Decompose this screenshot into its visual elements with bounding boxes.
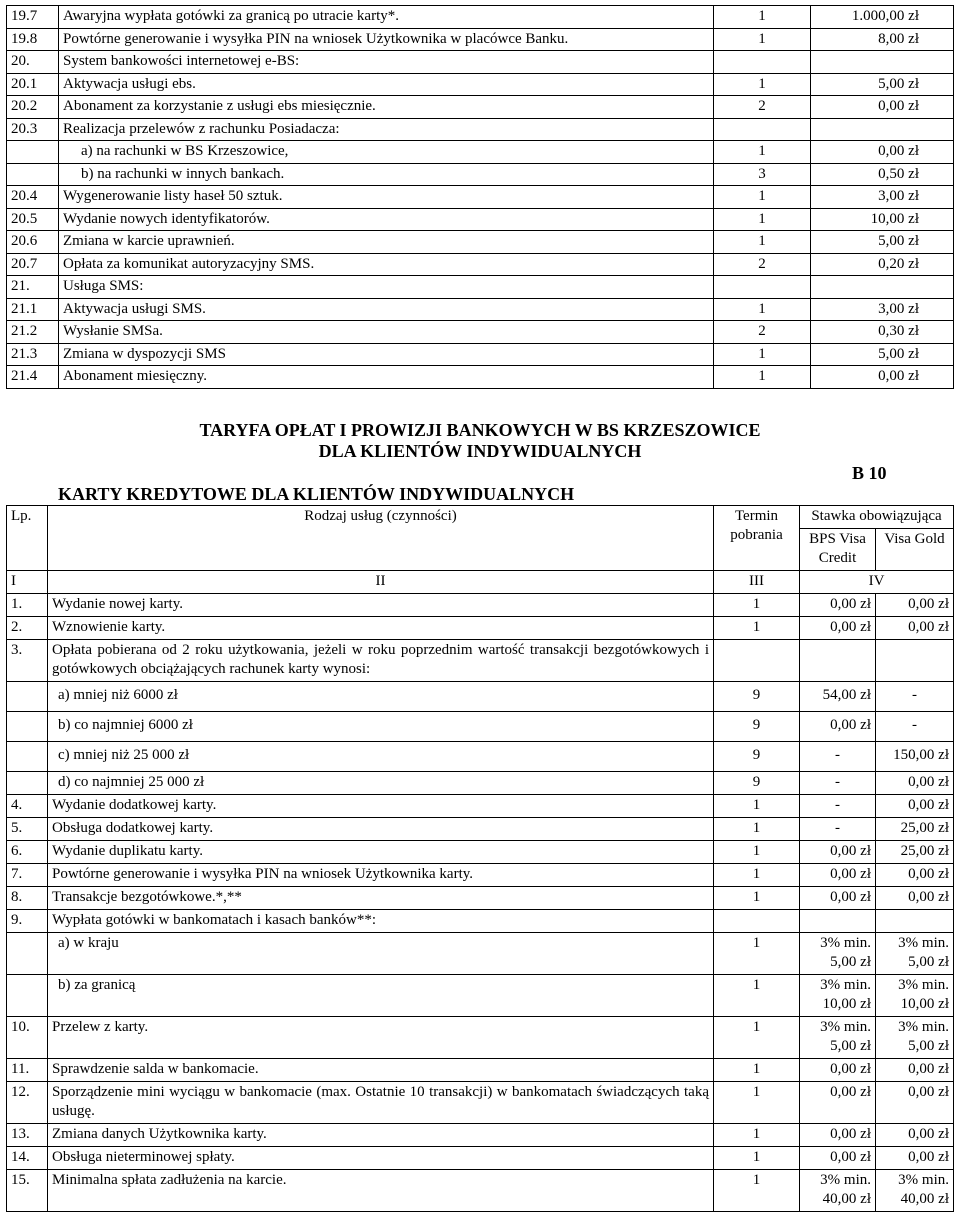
row-number: 20.7 bbox=[7, 253, 59, 276]
table-row bbox=[7, 617, 954, 640]
row-gold-fee: - bbox=[876, 682, 954, 712]
row-desc: Opłata za komunikat autoryzacyjny SMS. bbox=[59, 253, 714, 276]
row-number: 21. bbox=[7, 276, 59, 299]
table-subrow bbox=[7, 933, 954, 975]
row-number bbox=[7, 163, 59, 186]
row-amount: 1.000,00 zł bbox=[811, 6, 954, 29]
row-lp: 6. bbox=[7, 841, 48, 864]
table-row bbox=[7, 594, 954, 617]
row-desc: c) mniej niż 25 000 zł bbox=[48, 742, 714, 772]
table-subrow bbox=[7, 742, 954, 772]
row-desc: Zmiana danych Użytkownika karty. bbox=[48, 1124, 714, 1147]
row-desc: Obsługa nieterminowej spłaty. bbox=[48, 1147, 714, 1170]
row-credit-fee: 0,00 zł bbox=[800, 864, 876, 887]
row-credit-fee: 0,00 zł bbox=[800, 841, 876, 864]
table-row bbox=[7, 208, 954, 231]
row-term: 1 bbox=[714, 1017, 800, 1059]
row-credit-fee bbox=[800, 910, 876, 933]
row-count: 1 bbox=[714, 141, 811, 164]
row-desc: Transakcje bezgotówkowe.*,** bbox=[48, 887, 714, 910]
row-count: 1 bbox=[714, 298, 811, 321]
row-lp: 14. bbox=[7, 1147, 48, 1170]
row-amount: 0,30 zł bbox=[811, 321, 954, 344]
row-amount: 0,50 zł bbox=[811, 163, 954, 186]
row-amount: 5,00 zł bbox=[811, 343, 954, 366]
row-gold-fee: - bbox=[876, 712, 954, 742]
row-lp: 3. bbox=[7, 640, 48, 682]
table-row bbox=[7, 1147, 954, 1170]
row-term: 1 bbox=[714, 1170, 800, 1212]
table-subrow bbox=[7, 712, 954, 742]
row-lp: 9. bbox=[7, 910, 48, 933]
row-term bbox=[714, 640, 800, 682]
row-amount: 10,00 zł bbox=[811, 208, 954, 231]
row-number: 21.3 bbox=[7, 343, 59, 366]
row-desc: Powtórne generowanie i wysyłka PIN na wniosek Użytkownika w placówce Banku. bbox=[59, 28, 714, 51]
table-row bbox=[7, 910, 954, 933]
row-term: 1 bbox=[714, 1059, 800, 1082]
row-amount: 5,00 zł bbox=[811, 73, 954, 96]
row-credit-fee: 0,00 zł bbox=[800, 712, 876, 742]
header-rate: Stawka obowiązująca bbox=[800, 506, 954, 529]
table-row bbox=[7, 1082, 954, 1124]
row-number: 21.1 bbox=[7, 298, 59, 321]
fee-minimum: 10,00 zł bbox=[900, 996, 949, 1012]
fee-percent: 3% min. bbox=[898, 935, 949, 951]
table-subrow bbox=[7, 772, 954, 795]
row-credit-fee: 0,00 zł bbox=[800, 1147, 876, 1170]
row-number: 20.4 bbox=[7, 186, 59, 209]
row-desc: Opłata pobierana od 2 roku użytkowania, jeżeli w roku poprzednim wartość transakcji bezgotówkowych i gotówkowych obciążających rachunek karty wynosi: bbox=[48, 640, 714, 682]
row-lp: 2. bbox=[7, 617, 48, 640]
table-row bbox=[7, 186, 954, 209]
row-credit-fee: 0,00 zł bbox=[800, 887, 876, 910]
tariff-code: B 10 bbox=[852, 463, 887, 483]
row-desc: Aktywacja usługi SMS. bbox=[59, 298, 714, 321]
row-term: 1 bbox=[714, 795, 800, 818]
row-credit-fee bbox=[800, 1017, 876, 1059]
row-lp: 7. bbox=[7, 864, 48, 887]
row-desc: b) co najmniej 6000 zł bbox=[48, 712, 714, 742]
row-term: 1 bbox=[714, 818, 800, 841]
row-count: 1 bbox=[714, 231, 811, 254]
row-desc: Realizacja przelewów z rachunku Posiadacza: bbox=[59, 118, 714, 141]
row-term: 1 bbox=[714, 841, 800, 864]
table-row bbox=[7, 366, 954, 389]
row-desc: Abonament za korzystanie z usługi ebs miesięcznie. bbox=[59, 96, 714, 119]
row-gold-fee bbox=[876, 975, 954, 1017]
table-row bbox=[7, 298, 954, 321]
fee-minimum: 40,00 zł bbox=[900, 1191, 949, 1207]
row-number: 21.2 bbox=[7, 321, 59, 344]
table-row bbox=[7, 141, 954, 164]
row-number: 19.7 bbox=[7, 6, 59, 29]
row-count: 2 bbox=[714, 253, 811, 276]
row-gold-fee bbox=[876, 640, 954, 682]
row-desc: Wygenerowanie listy haseł 50 sztuk. bbox=[59, 186, 714, 209]
row-gold-fee: 0,00 zł bbox=[876, 1059, 954, 1082]
table-row bbox=[7, 1017, 954, 1059]
row-count: 3 bbox=[714, 163, 811, 186]
row-lp: 4. bbox=[7, 795, 48, 818]
table-row bbox=[7, 231, 954, 254]
row-count: 1 bbox=[714, 6, 811, 29]
row-amount bbox=[811, 276, 954, 299]
row-term bbox=[714, 910, 800, 933]
row-credit-fee bbox=[800, 933, 876, 975]
table-row bbox=[7, 1059, 954, 1082]
row-term: 1 bbox=[714, 887, 800, 910]
row-term: 1 bbox=[714, 1147, 800, 1170]
col-ii: II bbox=[48, 571, 714, 594]
row-count: 1 bbox=[714, 343, 811, 366]
row-desc: System bankowości internetowej e-BS: bbox=[59, 51, 714, 74]
row-credit-fee bbox=[800, 1170, 876, 1212]
row-desc: Zmiana w karcie uprawnień. bbox=[59, 231, 714, 254]
row-lp: 1. bbox=[7, 594, 48, 617]
row-number: 21.4 bbox=[7, 366, 59, 389]
row-term: 1 bbox=[714, 864, 800, 887]
row-desc: Przelew z karty. bbox=[48, 1017, 714, 1059]
row-count: 2 bbox=[714, 96, 811, 119]
row-gold-fee: 0,00 zł bbox=[876, 1124, 954, 1147]
row-gold-fee: 0,00 zł bbox=[876, 1082, 954, 1124]
header-bps-visa-credit: BPS Visa Credit bbox=[800, 529, 876, 571]
row-gold-fee: 0,00 zł bbox=[876, 772, 954, 795]
row-lp: 15. bbox=[7, 1170, 48, 1212]
row-desc: a) mniej niż 6000 zł bbox=[48, 682, 714, 712]
row-gold-fee bbox=[876, 1170, 954, 1212]
row-credit-fee: - bbox=[800, 772, 876, 795]
table-row bbox=[7, 795, 954, 818]
row-desc: Minimalna spłata zadłużenia na karcie. bbox=[48, 1170, 714, 1212]
row-desc: Wydanie duplikatu karty. bbox=[48, 841, 714, 864]
row-gold-fee: 0,00 zł bbox=[876, 1147, 954, 1170]
tariff-title: TARYFA OPŁAT I PROWIZJI BANKOWYCH W BS KRZESZOWICE bbox=[199, 420, 761, 440]
row-count bbox=[714, 118, 811, 141]
row-amount: 5,00 zł bbox=[811, 231, 954, 254]
row-number: 20. bbox=[7, 51, 59, 74]
row-gold-fee bbox=[876, 933, 954, 975]
row-lp: 8. bbox=[7, 887, 48, 910]
row-credit-fee: 0,00 zł bbox=[800, 617, 876, 640]
table-row bbox=[7, 276, 954, 299]
row-desc: Zmiana w dyspozycji SMS bbox=[59, 343, 714, 366]
row-credit-fee: 0,00 zł bbox=[800, 594, 876, 617]
table-row bbox=[7, 163, 954, 186]
header-service: Rodzaj usług (czynności) bbox=[48, 506, 714, 571]
fee-percent: 3% min. bbox=[898, 1172, 949, 1188]
row-lp bbox=[7, 682, 48, 712]
row-term: 9 bbox=[714, 682, 800, 712]
col-iii: III bbox=[714, 571, 800, 594]
table-row bbox=[7, 51, 954, 74]
row-gold-fee bbox=[876, 1017, 954, 1059]
row-term: 9 bbox=[714, 712, 800, 742]
row-gold-fee: 0,00 zł bbox=[876, 795, 954, 818]
row-term: 1 bbox=[714, 1082, 800, 1124]
row-count: 1 bbox=[714, 208, 811, 231]
row-lp: 12. bbox=[7, 1082, 48, 1124]
table-row bbox=[7, 28, 954, 51]
row-credit-fee: - bbox=[800, 818, 876, 841]
credit-card-fee-table bbox=[6, 505, 954, 1212]
row-number bbox=[7, 141, 59, 164]
row-gold-fee: 0,00 zł bbox=[876, 887, 954, 910]
row-gold-fee: 150,00 zł bbox=[876, 742, 954, 772]
row-term: 1 bbox=[714, 1124, 800, 1147]
tariff-title-line-2: DLA KLIENTÓW INDYWIDUALNYCH bbox=[318, 441, 642, 461]
row-term: 1 bbox=[714, 617, 800, 640]
row-amount: 8,00 zł bbox=[811, 28, 954, 51]
fee-minimum: 5,00 zł bbox=[908, 954, 949, 970]
row-lp bbox=[7, 933, 48, 975]
table-row bbox=[7, 73, 954, 96]
table-row bbox=[7, 640, 954, 682]
row-amount bbox=[811, 51, 954, 74]
table-row bbox=[7, 818, 954, 841]
row-count bbox=[714, 51, 811, 74]
row-amount: 3,00 zł bbox=[811, 298, 954, 321]
table-row bbox=[7, 864, 954, 887]
row-desc: Usługa SMS: bbox=[59, 276, 714, 299]
row-gold-fee bbox=[876, 910, 954, 933]
row-lp bbox=[7, 742, 48, 772]
header-term: Termin pobrania bbox=[714, 506, 800, 571]
fee-percent: 3% min. bbox=[820, 977, 871, 993]
row-number: 19.8 bbox=[7, 28, 59, 51]
fee-percent: 3% min. bbox=[820, 1019, 871, 1035]
row-credit-fee: 0,00 zł bbox=[800, 1059, 876, 1082]
row-gold-fee: 25,00 zł bbox=[876, 841, 954, 864]
row-amount: 0,00 zł bbox=[811, 141, 954, 164]
header-visa-gold: Visa Gold bbox=[876, 529, 954, 571]
row-lp: 11. bbox=[7, 1059, 48, 1082]
row-desc: Wydanie nowych identyfikatorów. bbox=[59, 208, 714, 231]
row-gold-fee: 25,00 zł bbox=[876, 818, 954, 841]
table-subrow bbox=[7, 682, 954, 712]
fee-percent: 3% min. bbox=[898, 977, 949, 993]
row-lp: 5. bbox=[7, 818, 48, 841]
row-desc: Sprawdzenie salda w bankomacie. bbox=[48, 1059, 714, 1082]
row-lp: 13. bbox=[7, 1124, 48, 1147]
row-count bbox=[714, 276, 811, 299]
table-row bbox=[7, 887, 954, 910]
row-count: 1 bbox=[714, 366, 811, 389]
top-fee-table bbox=[6, 5, 954, 389]
row-credit-fee: 0,00 zł bbox=[800, 1124, 876, 1147]
table-row bbox=[7, 253, 954, 276]
fee-minimum: 40,00 zł bbox=[822, 1191, 871, 1207]
row-desc: a) w kraju bbox=[48, 933, 714, 975]
row-count: 1 bbox=[714, 28, 811, 51]
table-row bbox=[7, 118, 954, 141]
row-desc: a) na rachunki w BS Krzeszowice, bbox=[59, 141, 714, 164]
row-desc: b) za granicą bbox=[48, 975, 714, 1017]
row-gold-fee: 0,00 zł bbox=[876, 617, 954, 640]
header-lp: Lp. bbox=[7, 506, 48, 571]
row-number: 20.6 bbox=[7, 231, 59, 254]
row-number: 20.1 bbox=[7, 73, 59, 96]
row-credit-fee: - bbox=[800, 742, 876, 772]
row-desc: Wypłata gotówki w bankomatach i kasach banków**: bbox=[48, 910, 714, 933]
row-lp bbox=[7, 772, 48, 795]
row-credit-fee: 54,00 zł bbox=[800, 682, 876, 712]
fee-minimum: 5,00 zł bbox=[830, 954, 871, 970]
row-credit-fee bbox=[800, 640, 876, 682]
col-i: I bbox=[7, 571, 48, 594]
row-term: 9 bbox=[714, 742, 800, 772]
row-desc: b) na rachunki w innych bankach. bbox=[59, 163, 714, 186]
row-amount: 0,20 zł bbox=[811, 253, 954, 276]
row-desc: Wznowienie karty. bbox=[48, 617, 714, 640]
fee-minimum: 10,00 zł bbox=[822, 996, 871, 1012]
row-desc: Aktywacja usługi ebs. bbox=[59, 73, 714, 96]
row-number: 20.2 bbox=[7, 96, 59, 119]
row-credit-fee: 0,00 zł bbox=[800, 1082, 876, 1124]
table-row bbox=[7, 343, 954, 366]
table-row bbox=[7, 96, 954, 119]
row-gold-fee: 0,00 zł bbox=[876, 594, 954, 617]
row-number: 20.5 bbox=[7, 208, 59, 231]
col-iv: IV bbox=[800, 571, 954, 594]
table-row bbox=[7, 1170, 954, 1212]
row-desc: Abonament miesięczny. bbox=[59, 366, 714, 389]
row-lp bbox=[7, 975, 48, 1017]
row-desc: Awaryjna wypłata gotówki za granicą po utracie karty*. bbox=[59, 6, 714, 29]
table-row bbox=[7, 6, 954, 29]
fee-minimum: 5,00 zł bbox=[830, 1038, 871, 1054]
row-lp: 10. bbox=[7, 1017, 48, 1059]
row-gold-fee: 0,00 zł bbox=[876, 864, 954, 887]
row-desc: Obsługa dodatkowej karty. bbox=[48, 818, 714, 841]
section-subtitle: KARTY KREDYTOWE DLA KLIENTÓW INDYWIDUALNYCH bbox=[58, 484, 575, 504]
table-row bbox=[7, 1124, 954, 1147]
row-term: 1 bbox=[714, 975, 800, 1017]
row-term: 1 bbox=[714, 594, 800, 617]
top-fee-table-body bbox=[7, 6, 954, 389]
fee-percent: 3% min. bbox=[820, 935, 871, 951]
row-count: 2 bbox=[714, 321, 811, 344]
fee-minimum: 5,00 zł bbox=[908, 1038, 949, 1054]
row-count: 1 bbox=[714, 186, 811, 209]
header-row bbox=[7, 506, 954, 529]
row-amount: 0,00 zł bbox=[811, 366, 954, 389]
row-amount bbox=[811, 118, 954, 141]
row-number: 20.3 bbox=[7, 118, 59, 141]
row-desc: Sporządzenie mini wyciągu w bankomacie (max. Ostatnie 10 transakcji) w bankomatach świadczących taką usługę. bbox=[48, 1082, 714, 1124]
row-term: 1 bbox=[714, 933, 800, 975]
table-subrow bbox=[7, 975, 954, 1017]
row-amount: 0,00 zł bbox=[811, 96, 954, 119]
row-lp bbox=[7, 712, 48, 742]
row-term: 9 bbox=[714, 772, 800, 795]
column-numbering-row bbox=[7, 571, 954, 594]
row-desc: Wysłanie SMSa. bbox=[59, 321, 714, 344]
table-row bbox=[7, 841, 954, 864]
fee-percent: 3% min. bbox=[820, 1172, 871, 1188]
row-desc: Powtórne generowanie i wysyłka PIN na wniosek Użytkownika karty. bbox=[48, 864, 714, 887]
row-desc: d) co najmniej 25 000 zł bbox=[48, 772, 714, 795]
row-credit-fee: - bbox=[800, 795, 876, 818]
row-desc: Wydanie dodatkowej karty. bbox=[48, 795, 714, 818]
row-desc: Wydanie nowej karty. bbox=[48, 594, 714, 617]
fee-percent: 3% min. bbox=[898, 1019, 949, 1035]
row-count: 1 bbox=[714, 73, 811, 96]
row-amount: 3,00 zł bbox=[811, 186, 954, 209]
row-credit-fee bbox=[800, 975, 876, 1017]
table-row bbox=[7, 321, 954, 344]
